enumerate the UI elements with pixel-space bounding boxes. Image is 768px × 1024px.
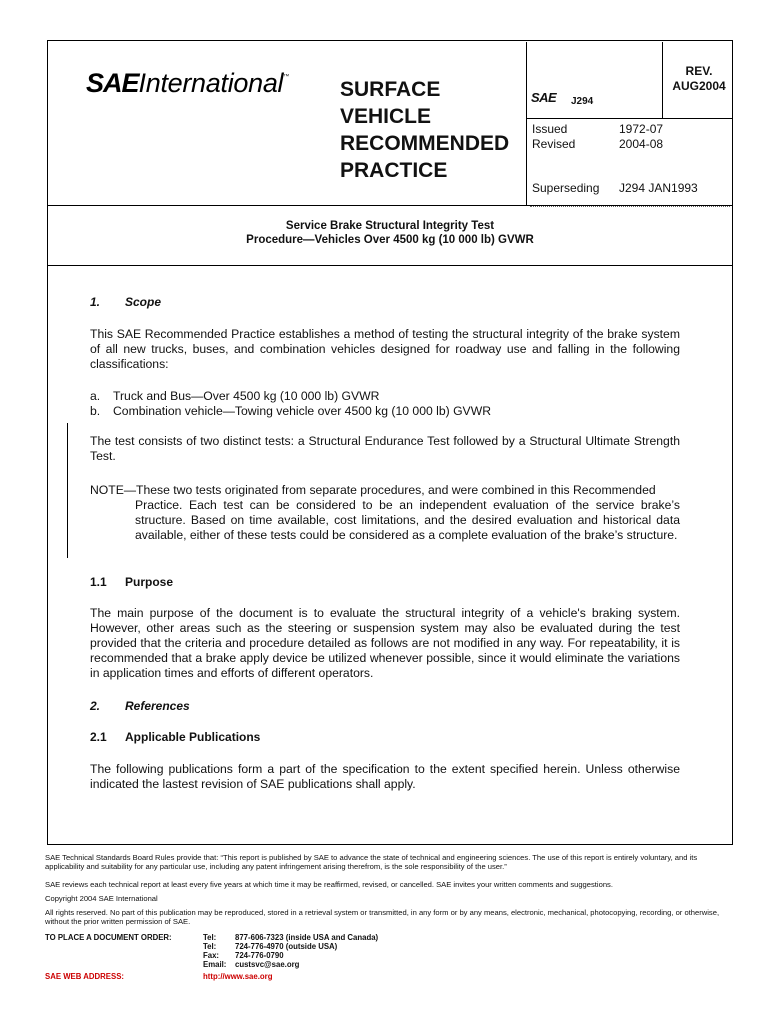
rev-date: AUG2004: [672, 79, 726, 93]
section-purpose-heading: [90, 575, 680, 590]
fax-label: Fax:: [203, 951, 220, 960]
section-title: Purpose: [125, 575, 174, 589]
title-line-1: Service Brake Structural Integrity Test: [285, 220, 495, 232]
doc-number-box: [526, 42, 663, 118]
section-title: Scope: [125, 295, 162, 309]
section-number: 2.1: [90, 730, 107, 744]
title-line-2: Procedure—Vehicles Over 4500 kg (10 000 lb) GVWR: [246, 234, 534, 246]
document-type: [340, 76, 530, 184]
fax-value: 724-776-0790: [235, 951, 284, 960]
superseding-label: Superseding: [532, 181, 600, 195]
doc-type-line: SURFACE: [340, 78, 441, 101]
dotted-rule: [530, 203, 730, 207]
doc-type-line: VEHICLE: [340, 105, 432, 128]
revision-label: [668, 64, 730, 94]
footer-rights: All rights reserved. No part of this publication may be reproduced, stored in a retrieval system or transmitted, in any form or by any means, electronic, mechanical, photocopying, recording, or otherwise, without the prior written permission of SAE.: [45, 908, 720, 926]
issued-label: Issued: [532, 122, 568, 136]
section-number: 1.1: [90, 575, 107, 589]
note-first-line: NOTE—These two tests originated from separate procedures, and were combined in this Recommended: [90, 483, 656, 497]
section-number: 1.: [90, 295, 101, 309]
title-divider: [47, 265, 733, 266]
email-link[interactable]: custsvc@sae.org: [235, 960, 300, 969]
document-title: [47, 219, 733, 247]
list-item-text: Truck and Bus—Over 4500 kg (10 000 lb) GVWR: [113, 389, 380, 403]
tel2-value[interactable]: 724-776-4970 (outside USA): [235, 942, 338, 951]
logo-sae: SAE: [86, 68, 139, 98]
web-address-label: SAE WEB ADDRESS:: [45, 972, 124, 981]
logo-international: International: [138, 68, 284, 98]
tests-paragraph: The test consists of two distinct tests: a Structural Endurance Test followed by a Structural Ultimate Strength Test.: [90, 434, 680, 463]
email-label: Email:: [203, 960, 227, 969]
logo-trademark: ™: [283, 74, 290, 80]
rev-title: REV.: [685, 64, 713, 78]
tel-value[interactable]: 877-606-7323 (inside USA and Canada): [235, 933, 379, 942]
sae-international-logo: [86, 68, 289, 99]
section-scope-heading: [90, 295, 680, 310]
revised-value: 2004-08: [619, 137, 664, 151]
publications-paragraph: The following publications form a part of the specification to the extent specified herein. Unless otherwise indicated the lastest revision of SAE publications shall apply.: [90, 762, 680, 791]
section-publications-heading: [90, 730, 680, 745]
footer-review: SAE reviews each technical report at least every five years at which time it may be reaffirmed, revised, or cancelled. SAE invites your written comments and suggestions.: [45, 880, 613, 889]
issued-value: 1972-07: [619, 122, 664, 136]
superseding-value: J294 JAN1993: [619, 181, 698, 195]
sae-mini-logo: SAE: [531, 90, 557, 105]
list-item-label: b.: [90, 404, 101, 418]
list-item: [90, 404, 680, 419]
list-item-text: Combination vehicle—Towing vehicle over 4500 kg (10 000 lb) GVWR: [113, 404, 491, 418]
footer-rules: SAE Technical Standards Board Rules provide that: “This report is published by SAE to advance the state of technical and engineering sciences. The use of this report is entirely voluntary, and its applicability and suitability for any particular use, including any patent infringement arising therefrom, is the sole responsibility of the user.”: [45, 853, 698, 871]
order-label: TO PLACE A DOCUMENT ORDER:: [45, 933, 172, 942]
doc-type-line: RECOMMENDED: [340, 132, 510, 155]
doc-type-line: PRACTICE: [340, 159, 448, 182]
document-number: J294: [571, 96, 594, 107]
section-references-heading: [90, 699, 680, 714]
purpose-paragraph: The main purpose of the document is to evaluate the structural integrity of a vehicle's braking system. However, other areas such as the steering or suspension system may also be evaluated during the test provided that the criteria and procedure detailed as follows are not modified in any way. For repeatability, it is recommended that a brake apply device be utilized whenever possible, since it would eliminate the variations in application times and efforts of different operators.: [90, 606, 680, 680]
list-item: [90, 389, 680, 404]
footer-copyright: Copyright 2004 SAE International: [45, 894, 158, 903]
tel2-label: Tel:: [203, 942, 217, 951]
web-address-link[interactable]: http://www.sae.org: [203, 972, 273, 981]
note-continuation: Practice. Each test can be considered to be an independent evaluation of the service brake’s structure. Based on time available, cost limitations, and the desired evaluation and historical data available, either of these tests could be considered as a complete evaluation of the brake’s structure.: [135, 498, 680, 542]
section-number: 2.: [90, 699, 101, 713]
section-title: References: [125, 699, 190, 713]
scope-paragraph: This SAE Recommended Practice establishes a method of testing the structural integrity of the brake system of all new trucks, buses, and combination vehicles designed for roadway use and falling in the following classifications:: [90, 327, 680, 371]
section-title: Applicable Publications: [125, 730, 261, 744]
revised-label: Revised: [532, 137, 576, 151]
revision-change-bar: [67, 423, 68, 558]
note-block: [90, 483, 680, 543]
list-item-label: a.: [90, 389, 101, 403]
tel-label: Tel:: [203, 933, 217, 942]
classification-list: [90, 389, 680, 419]
